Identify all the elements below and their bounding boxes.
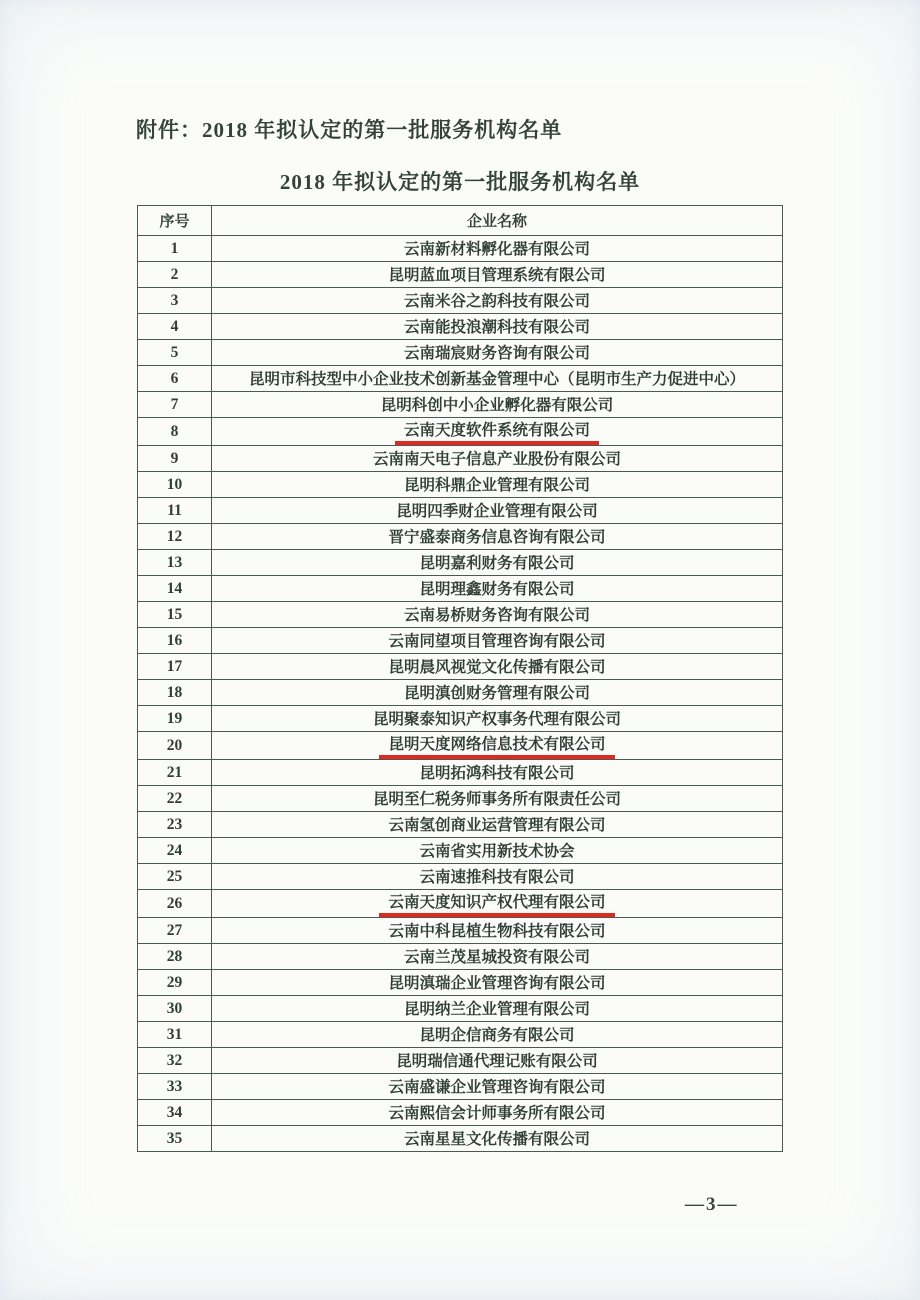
company-name-text: 云南中科昆植生物科技有限公司: [388, 923, 606, 940]
col-header-name: 企业名称: [212, 206, 783, 236]
row-index-cell: 19: [138, 706, 212, 732]
company-name-cell: [212, 1126, 783, 1152]
table-row: [138, 1022, 783, 1048]
company-name-cell: [212, 524, 783, 550]
table-row: [138, 602, 783, 628]
row-index-cell: 15: [138, 602, 212, 628]
company-table: [137, 205, 783, 1152]
company-name-cell: [212, 472, 783, 498]
company-name-cell: [212, 786, 783, 812]
row-index-cell: 29: [138, 970, 212, 996]
company-name-text: 云南新材料孵化器有限公司: [403, 241, 590, 258]
company-name-cell: [212, 628, 783, 654]
row-index-cell: 28: [138, 944, 212, 970]
row-index-cell: 2: [138, 262, 212, 288]
row-index-cell: 26: [138, 890, 212, 918]
company-name-text: 昆明天度网络信息技术有限公司: [379, 732, 614, 759]
company-name-text: 晋宁盛泰商务信息咨询有限公司: [388, 529, 606, 546]
company-name-text: 昆明滇瑞企业管理咨询有限公司: [388, 975, 606, 992]
company-name-text: 昆明拓鸿科技有限公司: [419, 765, 575, 782]
table-row: [138, 890, 783, 918]
row-index-cell: 4: [138, 314, 212, 340]
company-name-text: 昆明纳兰企业管理有限公司: [403, 1001, 590, 1018]
row-index-cell: 8: [138, 418, 212, 446]
row-index-cell: 34: [138, 1100, 212, 1126]
table-row: [138, 838, 783, 864]
table-row: [138, 918, 783, 944]
company-name-cell: [212, 1074, 783, 1100]
company-name-text: 云南南天电子信息产业股份有限公司: [372, 451, 621, 468]
table-row: [138, 498, 783, 524]
company-name-cell: [212, 314, 783, 340]
company-name-text: 昆明嘉利财务有限公司: [419, 555, 575, 572]
row-index-cell: 22: [138, 786, 212, 812]
company-name-cell: [212, 418, 783, 446]
row-index-cell: 10: [138, 472, 212, 498]
table-header-row: [138, 206, 783, 236]
company-name-cell: [212, 576, 783, 602]
table-row: [138, 418, 783, 446]
row-index-cell: 31: [138, 1022, 212, 1048]
company-name-cell: [212, 918, 783, 944]
row-index-cell: 21: [138, 760, 212, 786]
row-index-cell: 30: [138, 996, 212, 1022]
company-name-cell: [212, 654, 783, 680]
table-row: [138, 760, 783, 786]
company-name-cell: [212, 864, 783, 890]
company-name-cell: [212, 760, 783, 786]
table-row: [138, 654, 783, 680]
company-name-text: 昆明晨风视觉文化传播有限公司: [388, 659, 606, 676]
row-index-cell: 11: [138, 498, 212, 524]
company-name-text: 昆明理鑫财务有限公司: [419, 581, 575, 598]
company-name-text: 云南天度知识产权代理有限公司: [379, 890, 614, 917]
row-index-cell: 1: [138, 236, 212, 262]
table-row: [138, 576, 783, 602]
company-name-text: 昆明至仁税务师事务所有限责任公司: [372, 791, 621, 808]
row-index-cell: 23: [138, 812, 212, 838]
company-name-cell: [212, 366, 783, 392]
company-name-cell: [212, 498, 783, 524]
company-name-cell: [212, 970, 783, 996]
company-name-text: 云南省实用新技术协会: [419, 843, 575, 860]
company-name-cell: [212, 262, 783, 288]
company-name-text: 云南氢创商业运营管理有限公司: [388, 817, 606, 834]
company-name-cell: [212, 602, 783, 628]
company-name-text: 云南速推科技有限公司: [419, 869, 575, 886]
row-index-cell: 5: [138, 340, 212, 366]
company-name-text: 云南同望项目管理咨询有限公司: [388, 633, 606, 650]
table-row: [138, 550, 783, 576]
company-name-text: 云南熙信会计师事务所有限公司: [388, 1105, 606, 1122]
table-row: [138, 1126, 783, 1152]
table-row: [138, 812, 783, 838]
attachment-title: 附件：2018 年拟认定的第一批服务机构名单: [136, 118, 563, 142]
table-row: [138, 340, 783, 366]
row-index-cell: 13: [138, 550, 212, 576]
company-name-text: 昆明企信商务有限公司: [419, 1027, 575, 1044]
table-row: [138, 1048, 783, 1074]
company-name-cell: [212, 392, 783, 418]
table-row: [138, 970, 783, 996]
table-row: [138, 288, 783, 314]
company-name-cell: [212, 680, 783, 706]
company-name-text: 昆明科鼎企业管理有限公司: [403, 477, 590, 494]
company-name-cell: [212, 838, 783, 864]
table-row: [138, 1074, 783, 1100]
company-name-text: 云南兰茂星城投资有限公司: [403, 949, 590, 966]
row-index-cell: 12: [138, 524, 212, 550]
table-row: [138, 524, 783, 550]
company-name-text: 昆明科创中小企业孵化器有限公司: [380, 397, 614, 414]
row-index-cell: 24: [138, 838, 212, 864]
row-index-cell: 3: [138, 288, 212, 314]
table-row: [138, 236, 783, 262]
company-name-text: 昆明瑞信通代理记账有限公司: [396, 1053, 598, 1070]
row-index-cell: 35: [138, 1126, 212, 1152]
company-name-cell: [212, 944, 783, 970]
table-row: [138, 786, 783, 812]
company-name-text: 昆明滇创财务管理有限公司: [403, 685, 590, 702]
table-row: [138, 996, 783, 1022]
table-row: [138, 446, 783, 472]
document-title: 2018 年拟认定的第一批服务机构名单: [279, 170, 641, 194]
company-name-text: 云南米谷之韵科技有限公司: [403, 293, 590, 310]
table-row: [138, 706, 783, 732]
table-row: [138, 366, 783, 392]
company-name-text: 云南易桥财务咨询有限公司: [403, 607, 590, 624]
company-name-cell: [212, 446, 783, 472]
table-row: [138, 472, 783, 498]
company-name-text: 云南盛谦企业管理咨询有限公司: [388, 1079, 606, 1096]
row-index-cell: 7: [138, 392, 212, 418]
row-index-cell: 27: [138, 918, 212, 944]
company-name-cell: [212, 236, 783, 262]
company-name-cell: [212, 1100, 783, 1126]
row-index-cell: 33: [138, 1074, 212, 1100]
table-row: [138, 1100, 783, 1126]
table-row: [138, 732, 783, 760]
company-name-cell: [212, 550, 783, 576]
row-index-cell: 6: [138, 366, 212, 392]
table-row: [138, 680, 783, 706]
company-name-cell: [212, 732, 783, 760]
company-name-cell: [212, 706, 783, 732]
company-name-text: 云南天度软件系统有限公司: [395, 418, 599, 445]
col-header-index: 序号: [138, 206, 212, 236]
row-index-cell: 25: [138, 864, 212, 890]
company-name-cell: [212, 812, 783, 838]
company-name-text: 云南能投浪潮科技有限公司: [403, 319, 590, 336]
table-row: [138, 314, 783, 340]
row-index-cell: 18: [138, 680, 212, 706]
row-index-cell: 20: [138, 732, 212, 760]
row-index-cell: 17: [138, 654, 212, 680]
company-name-cell: [212, 288, 783, 314]
company-name-cell: [212, 890, 783, 918]
table-row: [138, 262, 783, 288]
page-number: —3—: [685, 1194, 739, 1215]
company-name-text: 昆明四季财企业管理有限公司: [396, 503, 598, 520]
company-name-text: 昆明聚泰知识产权事务代理有限公司: [372, 711, 621, 728]
table-row: [138, 944, 783, 970]
company-name-cell: [212, 1048, 783, 1074]
table-row: [138, 392, 783, 418]
row-index-cell: 9: [138, 446, 212, 472]
table-row: [138, 628, 783, 654]
company-table-body: [138, 236, 783, 1152]
row-index-cell: 32: [138, 1048, 212, 1074]
row-index-cell: 16: [138, 628, 212, 654]
company-name-text: 云南星星文化传播有限公司: [403, 1131, 590, 1148]
table-row: [138, 864, 783, 890]
company-name-text: 云南瑞宸财务咨询有限公司: [403, 345, 590, 362]
company-name-cell: [212, 340, 783, 366]
company-name-cell: [212, 1022, 783, 1048]
company-name-text: 昆明蓝血项目管理系统有限公司: [388, 267, 606, 284]
company-name-cell: [212, 996, 783, 1022]
company-name-text: 昆明市科技型中小企业技术创新基金管理中心（昆明市生产力促进中心）: [248, 371, 745, 388]
row-index-cell: 14: [138, 576, 212, 602]
